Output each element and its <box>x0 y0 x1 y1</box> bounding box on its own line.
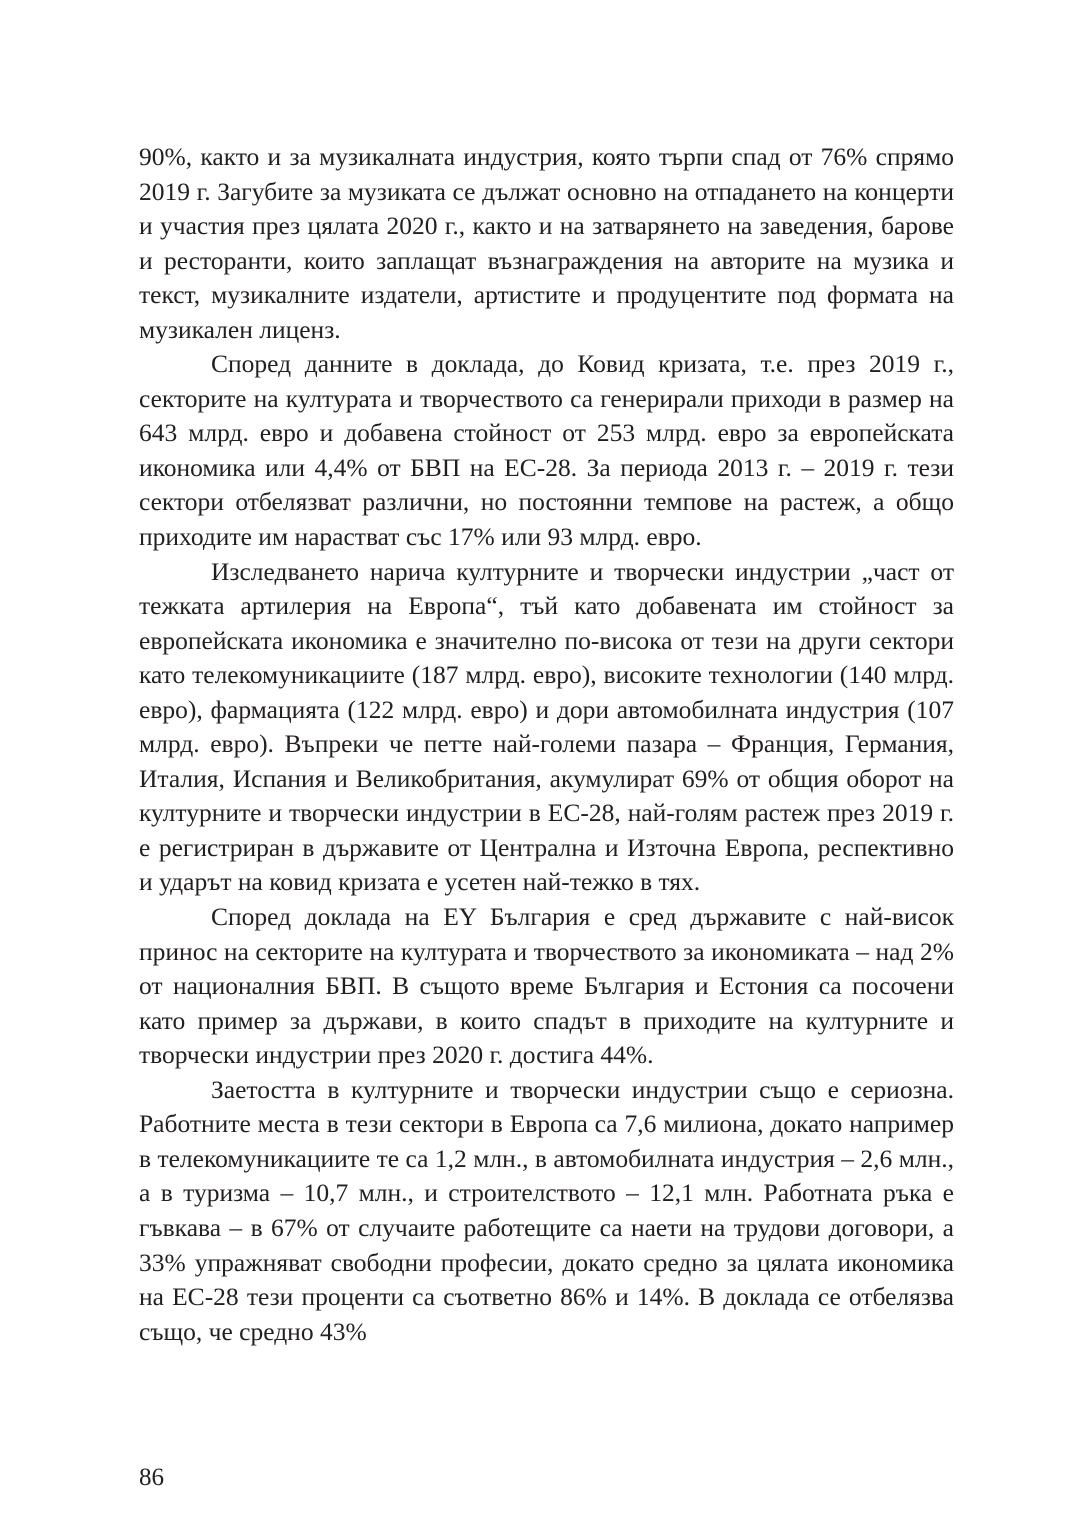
paragraph-3: Изследването нарича културните и творчески индустрии „част от тежката артилерия на Европа“, тъй като добавената им стойност за европейската икономика е значително по-висока от тези на други сектори като телекомуникациите (187 млрд. евро), високите технологии (140 млрд. евро), фармацията (122 млрд. евро) и дори автомобилната индустрия (107 млрд. евро). Въпреки че петте най-големи пазара – Франция, Германия, Италия, Испания и Великобритания, акумулират 69% от общия оборот на културните и творчески индустрии в ЕС-28, най-голям растеж през 2019 г. е регистриран в държавите от Централна и Източна Европа, респективно и ударът на ковид кризата е усетен най-тежко в тях. <box>139 556 954 897</box>
body-text <box>139 140 954 1349</box>
paragraph-4: Според доклада на EY България е сред държавите с най-висок принос на секторите на културата и творчеството за икономиката – над 2% от националния БВП. В същото време България и Естония са посочени като пример за държави, в които спадът в приходите на културните и творчески индустрии през 2020 г. достига 44%. <box>139 902 954 1070</box>
paragraph-5: Заетостта в културните и творчески индустрии също е сериозна. Работните места в тези сектори в Европа са 7,6 милиона, докато например в телекомуникациите те са 1,2 млн., в автомобилната индустрия – 2,6 млн., а в туризма – 10,7 млн., и строителството – 12,1 млн. Работната ръка е гъвкава – в 67% от случаите работещите са наети на трудови договори, а 33% упражняват свободни професии, докато средно за цялата икономика на ЕС-28 тези проценти са съответно 86% и 14%. В доклада се отбелязва също, че средно 43% <box>139 1074 954 1346</box>
page-number: 86 <box>139 1464 164 1491</box>
paragraph-1: 90%, както и за музикалната индустрия, която търпи спад от 76% спрямо 2019 г. Загубите за музиката се дължат основно на отпадането на концерти и участия през цялата 2020 г., както и на затварянето на заведения, барове и ресторанти, които заплащат възнаграждения на авторите на музика и текст, музикалните издатели, артистите и продуцентите под формата на музикален лиценз. <box>139 142 954 344</box>
paragraph-2: Според данните в доклада, до Ковид кризата, т.е. през 2019 г., секторите на културата и творчеството са генерирали приходи в размер на 643 млрд. евро и добавена стойност от 253 млрд. евро за европейската икономика или 4,4% от БВП на ЕС-28. За периода 2013 г. – 2019 г. тези сектори отбелязват различни, но постоянни темпове на растеж, а общо приходите им нарастват със 17% или 93 млрд. евро. <box>139 349 954 552</box>
